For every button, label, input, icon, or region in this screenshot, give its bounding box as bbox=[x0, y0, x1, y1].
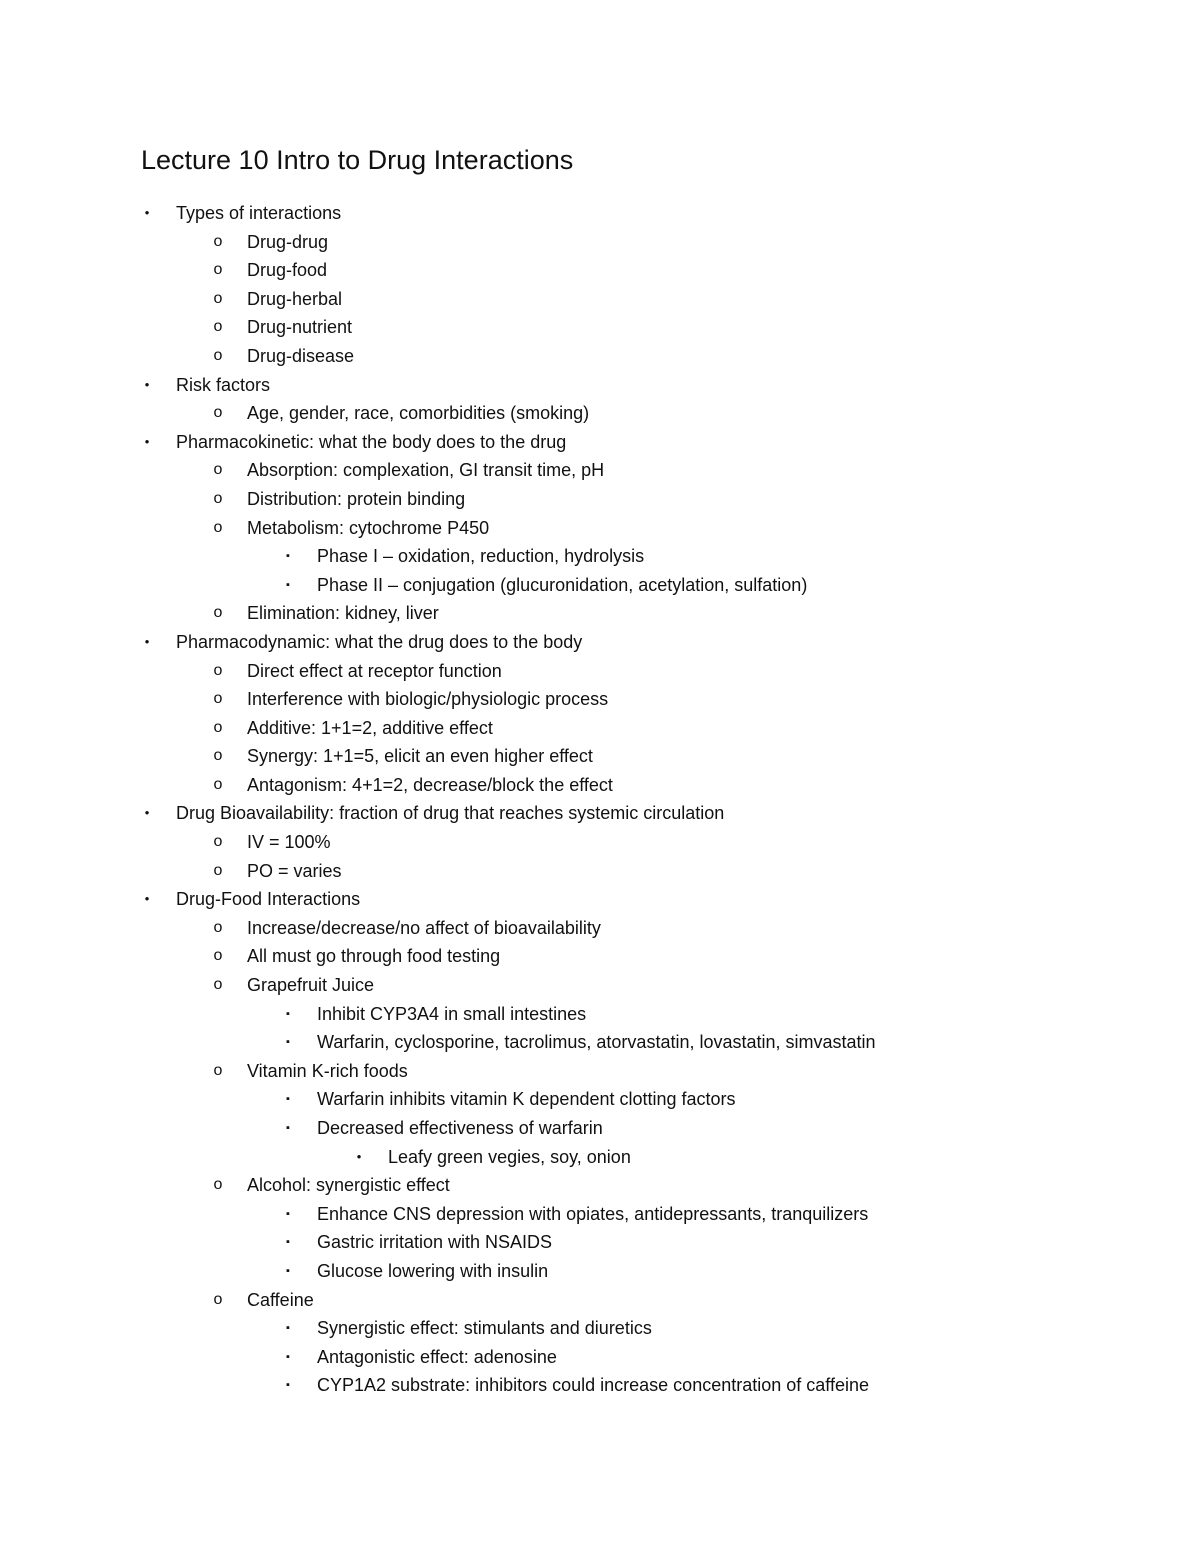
list-item bbox=[0, 342, 1200, 371]
list-item bbox=[0, 371, 1200, 400]
list-item-text: Synergistic effect: stimulants and diuretics bbox=[317, 1318, 652, 1339]
list-item-text: Elimination: kidney, liver bbox=[247, 603, 439, 624]
list-item bbox=[0, 628, 1200, 657]
list-item-text: Warfarin inhibits vitamin K dependent clotting factors bbox=[317, 1089, 736, 1110]
list-item bbox=[0, 1085, 1200, 1114]
square-bullet-icon: ▪ bbox=[286, 1036, 290, 1049]
list-item-text: Leafy green vegies, soy, onion bbox=[388, 1146, 631, 1167]
list-item-text: Interference with biologic/physiologic process bbox=[247, 689, 609, 710]
list-item-text: Glucose lowering with insulin bbox=[317, 1260, 549, 1281]
circle-bullet-icon: o bbox=[213, 489, 223, 507]
square-bullet-icon: ▪ bbox=[286, 1379, 290, 1392]
circle-bullet-icon: o bbox=[213, 918, 223, 936]
circle-bullet-icon: o bbox=[213, 947, 223, 965]
list-item bbox=[0, 485, 1200, 514]
list-item-text: Risk factors bbox=[176, 374, 271, 395]
list-item bbox=[0, 1114, 1200, 1143]
bullet-icon: • bbox=[356, 1148, 362, 1164]
list-item bbox=[0, 771, 1200, 800]
list-item bbox=[0, 1143, 1200, 1172]
list-item bbox=[0, 914, 1200, 943]
list-item-text: Drug-nutrient bbox=[247, 317, 353, 338]
circle-bullet-icon: o bbox=[213, 690, 223, 708]
circle-bullet-icon: o bbox=[213, 976, 223, 994]
list-item bbox=[0, 1314, 1200, 1343]
circle-bullet-icon: o bbox=[213, 1176, 223, 1194]
square-bullet-icon: ▪ bbox=[286, 1322, 290, 1335]
list-item-text: Types of interactions bbox=[176, 203, 342, 223]
circle-bullet-icon: o bbox=[213, 1061, 223, 1079]
square-bullet-icon: ▪ bbox=[286, 1093, 290, 1106]
document-title: Lecture 10 Intro to Drug Interactions bbox=[141, 145, 574, 175]
list-item-text: Drug-food bbox=[247, 260, 328, 281]
list-item-text: Direct effect at receptor function bbox=[247, 660, 502, 681]
square-bullet-icon: ▪ bbox=[286, 1350, 290, 1363]
square-bullet-icon: ▪ bbox=[286, 1264, 290, 1277]
list-item-text: Antagonistic effect: adenosine bbox=[317, 1346, 557, 1367]
list-item-text: Phase I – oxidation, reduction, hydrolysis bbox=[317, 546, 645, 567]
circle-bullet-icon: o bbox=[213, 318, 223, 336]
list-item-text: CYP1A2 substrate: inhibitors could increase concentration of caffeine bbox=[317, 1375, 869, 1396]
list-item bbox=[0, 857, 1200, 886]
list-item bbox=[0, 199, 1200, 228]
list-item bbox=[0, 1200, 1200, 1229]
list-item-text: Drug-Food Interactions bbox=[176, 889, 361, 910]
list-item bbox=[0, 1171, 1200, 1200]
bullet-icon: • bbox=[144, 891, 150, 907]
list-item bbox=[0, 514, 1200, 543]
circle-bullet-icon: o bbox=[213, 232, 223, 250]
list-item-text: Pharmacodynamic: what the drug does to the body bbox=[176, 631, 583, 652]
list-item-text: Caffeine bbox=[247, 1289, 314, 1310]
list-item bbox=[0, 571, 1200, 600]
list-item bbox=[0, 685, 1200, 714]
list-item-text: PO = varies bbox=[247, 860, 342, 881]
list-item-text: Drug-drug bbox=[247, 231, 329, 252]
list-item-text: Pharmacokinetic: what the body does to the drug bbox=[176, 431, 567, 452]
list-item-text: Drug-herbal bbox=[247, 288, 343, 309]
bullet-icon: • bbox=[144, 205, 150, 220]
list-item-text: Drug-disease bbox=[247, 345, 355, 366]
list-item-text: Synergy: 1+1=5, elicit an even higher effect bbox=[247, 746, 593, 767]
list-item bbox=[0, 1257, 1200, 1286]
list-item-text: Alcohol: synergistic effect bbox=[247, 1175, 450, 1196]
list-item-text: Warfarin, cyclosporine, tacrolimus, atorvastatin, lovastatin, simvastatin bbox=[317, 1032, 876, 1053]
list-item bbox=[0, 1057, 1200, 1086]
list-item bbox=[0, 456, 1200, 485]
circle-bullet-icon: o bbox=[213, 718, 223, 736]
list-item bbox=[0, 285, 1200, 314]
square-bullet-icon: ▪ bbox=[286, 578, 290, 591]
list-item bbox=[0, 542, 1200, 571]
list-item bbox=[0, 1028, 1200, 1057]
circle-bullet-icon: o bbox=[213, 604, 223, 622]
circle-bullet-icon: o bbox=[213, 775, 223, 793]
square-bullet-icon: ▪ bbox=[286, 1207, 290, 1220]
list-item-text: Increase/decrease/no affect of bioavailability bbox=[247, 917, 601, 938]
list-item-text: Additive: 1+1=2, additive effect bbox=[247, 717, 493, 738]
list-item bbox=[0, 1228, 1200, 1257]
list-item bbox=[0, 599, 1200, 628]
list-item-text: Age, gender, race, comorbidities (smoking) bbox=[247, 403, 590, 424]
list-item-text: Decreased effectiveness of warfarin bbox=[317, 1118, 603, 1138]
list-item bbox=[0, 313, 1200, 342]
square-bullet-icon: ▪ bbox=[286, 1236, 290, 1249]
circle-bullet-icon: o bbox=[213, 404, 223, 422]
list-item-text: Vitamin K-rich foods bbox=[247, 1060, 408, 1081]
circle-bullet-icon: o bbox=[213, 289, 223, 307]
list-item-text: Metabolism: cytochrome P450 bbox=[247, 517, 490, 538]
circle-bullet-icon: o bbox=[213, 747, 223, 765]
list-item bbox=[0, 1343, 1200, 1372]
list-item bbox=[0, 657, 1200, 686]
list-item-text: Enhance CNS depression with opiates, antidepressants, tranquilizers bbox=[317, 1203, 869, 1224]
list-item-text: Absorption: complexation, GI transit time, pH bbox=[247, 460, 605, 481]
bullet-icon: • bbox=[144, 376, 150, 392]
circle-bullet-icon: o bbox=[213, 518, 223, 536]
list-item-text: IV = 100% bbox=[247, 832, 331, 853]
list-item bbox=[0, 942, 1200, 971]
list-item bbox=[0, 885, 1200, 914]
square-bullet-icon: ▪ bbox=[286, 1007, 290, 1020]
list-item bbox=[0, 742, 1200, 771]
list-item-text: Distribution: protein binding bbox=[247, 488, 466, 509]
circle-bullet-icon: o bbox=[213, 261, 223, 279]
list-item-text: Inhibit CYP3A4 in small intestines bbox=[317, 1003, 587, 1024]
circle-bullet-icon: o bbox=[213, 661, 223, 679]
circle-bullet-icon: o bbox=[213, 1290, 223, 1308]
list-item bbox=[0, 428, 1200, 457]
list-item-text: Gastric irritation with NSAIDS bbox=[317, 1232, 553, 1253]
list-item bbox=[0, 971, 1200, 1000]
circle-bullet-icon: o bbox=[213, 346, 223, 364]
list-item-text: Drug Bioavailability: fraction of drug that reaches systemic circulation bbox=[176, 803, 725, 824]
bullet-icon: • bbox=[144, 433, 150, 449]
list-item-text: All must go through food testing bbox=[247, 946, 501, 967]
circle-bullet-icon: o bbox=[213, 861, 223, 879]
outline-list bbox=[0, 199, 1200, 1400]
circle-bullet-icon: o bbox=[213, 461, 223, 479]
bullet-icon: • bbox=[144, 805, 150, 821]
list-item bbox=[0, 1000, 1200, 1029]
list-item bbox=[0, 714, 1200, 743]
square-bullet-icon: ▪ bbox=[286, 550, 290, 563]
list-item-text: Phase II – conjugation (glucuronidation, acetylation, sulfation) bbox=[317, 574, 808, 595]
list-item bbox=[0, 228, 1200, 257]
list-item bbox=[0, 828, 1200, 857]
list-item bbox=[0, 799, 1200, 828]
list-item-text: Grapefruit Juice bbox=[247, 975, 375, 996]
list-item bbox=[0, 399, 1200, 428]
list-item bbox=[0, 1371, 1200, 1400]
list-item bbox=[0, 256, 1200, 285]
list-item-text: Antagonism: 4+1=2, decrease/block the effect bbox=[247, 774, 613, 795]
circle-bullet-icon: o bbox=[213, 833, 223, 851]
square-bullet-icon: ▪ bbox=[286, 1122, 290, 1134]
bullet-icon: • bbox=[144, 633, 150, 649]
list-item bbox=[0, 1286, 1200, 1315]
